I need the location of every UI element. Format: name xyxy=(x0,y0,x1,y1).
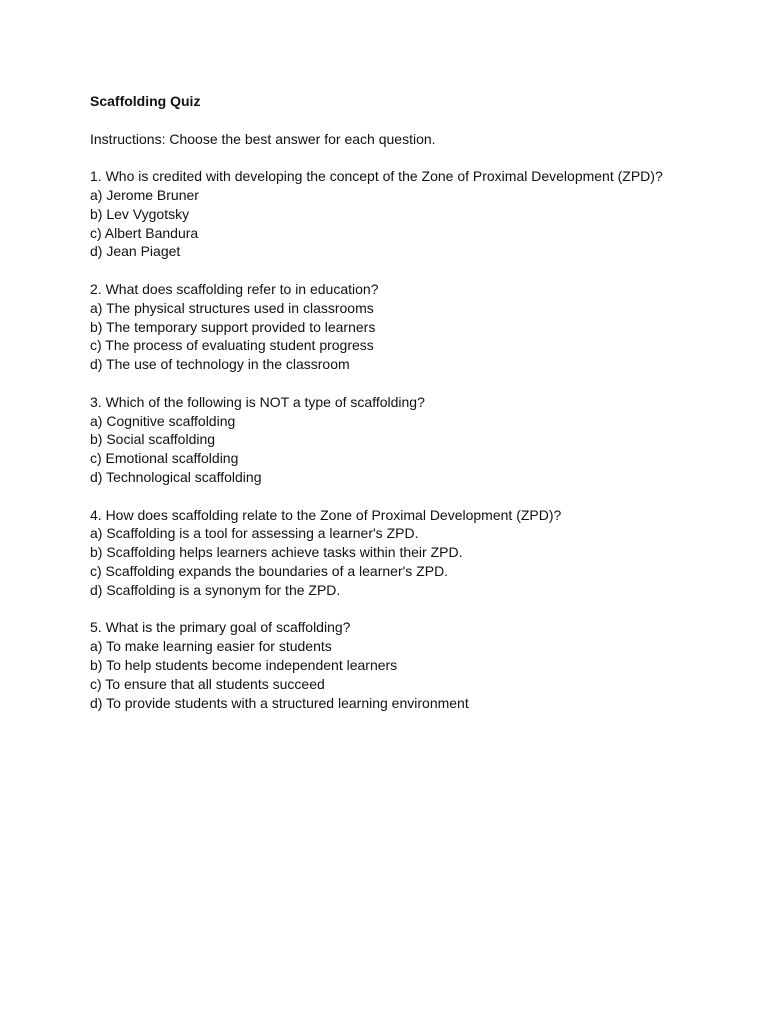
question-text: 2. What does scaffolding refer to in education? xyxy=(90,280,379,297)
question-text: 3. Which of the following is NOT a type of scaffolding? xyxy=(90,393,425,410)
answer-option: c) Albert Bandura xyxy=(90,224,199,241)
answer-option: d) To provide students with a structured learning environment xyxy=(90,694,469,711)
answer-option: b) Scaffolding helps learners achieve tasks within their ZPD. xyxy=(90,544,463,561)
instructions-text: Instructions: Choose the best answer for each question. xyxy=(90,130,436,147)
answer-option: a) To make learning easier for students xyxy=(90,638,332,655)
answer-option: b) Lev Vygotsky xyxy=(90,205,190,222)
answer-option: a) Cognitive scaffolding xyxy=(90,412,236,429)
answer-option: c) To ensure that all students succeed xyxy=(90,675,325,692)
answer-option: a) Jerome Bruner xyxy=(90,186,199,203)
answer-option: b) Social scaffolding xyxy=(90,431,216,448)
answer-option: d) Scaffolding is a synonym for the ZPD. xyxy=(90,581,341,598)
question-5 xyxy=(90,618,730,712)
quiz-document xyxy=(90,92,730,712)
question-text: 1. Who is credited with developing the concept of the Zone of Proximal Development (ZPD)? xyxy=(90,168,663,185)
question-2 xyxy=(90,280,730,374)
answer-option: c) The process of evaluating student progress xyxy=(90,337,374,354)
answer-option: a) Scaffolding is a tool for assessing a learner's ZPD. xyxy=(90,525,419,542)
question-text: 4. How does scaffolding relate to the Zone of Proximal Development (ZPD)? xyxy=(90,506,562,523)
question-3 xyxy=(90,393,730,487)
answer-option: c) Scaffolding expands the boundaries of a learner's ZPD. xyxy=(90,562,449,579)
question-4 xyxy=(90,506,730,600)
answer-option: d) The use of technology in the classroom xyxy=(90,356,350,373)
answer-option: a) The physical structures used in classrooms xyxy=(90,299,374,316)
answer-option: b) The temporary support provided to learners xyxy=(90,318,376,335)
answer-option: d) Technological scaffolding xyxy=(90,468,262,485)
answer-option: b) To help students become independent learners xyxy=(90,656,398,673)
answer-option: c) Emotional scaffolding xyxy=(90,450,239,467)
answer-option: d) Jean Piaget xyxy=(90,243,181,260)
document-title: Scaffolding Quiz xyxy=(90,93,201,109)
question-text: 5. What is the primary goal of scaffolding? xyxy=(90,619,351,636)
question-1 xyxy=(90,167,730,261)
